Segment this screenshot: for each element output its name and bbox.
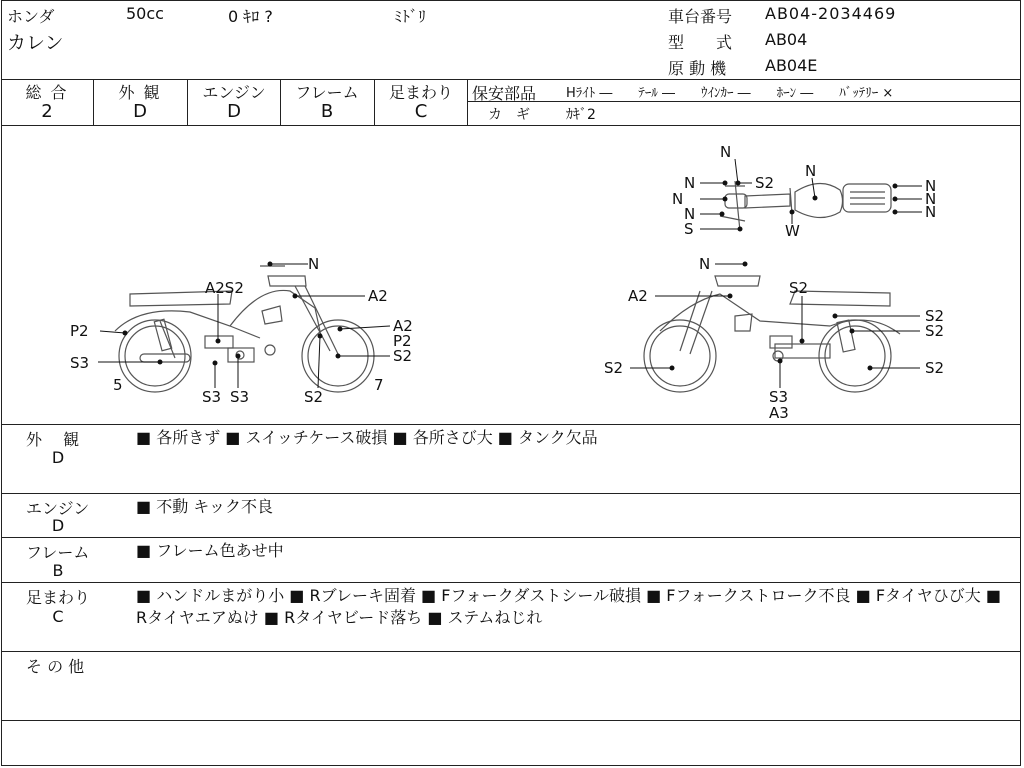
notes-exterior-text: ■ 各所きず ■ スイッチケース破損 ■ 各所さび大 ■ タンク欠品 xyxy=(136,428,598,447)
damage-diagram xyxy=(0,126,1022,424)
maker: ホンダ xyxy=(7,7,55,26)
right-label: A2 xyxy=(628,287,648,305)
displacement: 50cc xyxy=(126,4,164,23)
notes-frame-label: フレーム xyxy=(26,543,90,562)
top-label: N xyxy=(672,190,684,208)
top-label: S2 xyxy=(755,174,775,192)
notes-suspension-grade: C xyxy=(52,607,64,626)
left-label: 7 xyxy=(374,376,384,394)
top-label: N xyxy=(925,177,937,195)
left-label: S3 xyxy=(230,388,250,406)
notes-other-label: そ の 他 xyxy=(26,657,85,676)
top-label: S xyxy=(684,220,694,238)
key-label: カ ギ xyxy=(488,107,530,123)
engine-label: 原 動 機 xyxy=(668,59,727,78)
left-label: S3 xyxy=(70,354,90,372)
safety-label: 保安部品 xyxy=(472,84,537,103)
safety-items: Hﾗｲﾄ ― ﾃｰﾙ ― ｳｲﾝｶｰ ― ﾎｰﾝ ― ﾊﾞｯﾃﾘｰ × xyxy=(566,86,894,101)
left-label: S2 xyxy=(393,347,413,365)
top-label: N xyxy=(684,174,696,192)
top-label: N xyxy=(925,203,937,221)
frame-grade: B xyxy=(320,101,334,122)
left-label: S2 xyxy=(304,388,324,406)
exterior-grade: D xyxy=(133,101,147,122)
right-label: S2 xyxy=(925,359,945,377)
type-label: 型 式 xyxy=(668,33,733,52)
right-label: A3 xyxy=(769,404,789,422)
notes-frame-grade: B xyxy=(52,561,64,580)
engine-model: AB04E xyxy=(765,56,818,75)
notes-suspension-text: ■ ハンドルまがり小 ■ Rブレーキ固着 ■ Fフォークダストシール破損 ■ Fフォークストローク不良 ■ Fタイヤひび大 ■ Rタイヤエアぬけ ■ Rタイヤビード落ち ■ ステムねじれ xyxy=(136,586,1001,627)
suspension-grade-label: 足まわり xyxy=(388,83,453,102)
notes-suspension-label: 足まわり xyxy=(26,588,91,607)
top-label: N xyxy=(684,205,696,223)
engine-grade-label: エンジン xyxy=(202,83,266,102)
left-label: S3 xyxy=(202,388,222,406)
suspension-grade: C xyxy=(414,101,428,122)
top-label: N xyxy=(805,162,817,180)
frame-grade-label: フレーム xyxy=(295,83,359,102)
right-label: S2 xyxy=(925,322,945,340)
notes-frame-text: ■ フレーム色あせ中 xyxy=(136,541,284,560)
key-value: ｶｷﾞ2 xyxy=(566,107,596,123)
left-label: 5 xyxy=(113,376,123,394)
overall-grade: 2 xyxy=(41,101,53,122)
top-label: N xyxy=(720,143,732,161)
left-label: A2 xyxy=(393,317,413,335)
notes-exterior-label: 外 観 xyxy=(26,430,80,449)
notes-engine-grade: D xyxy=(51,516,65,535)
left-label: A2 xyxy=(368,287,388,305)
frame-no: AB04-2034469 xyxy=(765,4,897,23)
type: AB04 xyxy=(765,30,808,49)
engine-grade: D xyxy=(227,101,241,122)
overall-label: 総 合 xyxy=(25,83,69,102)
notes-exterior-grade: D xyxy=(51,448,65,467)
notes-engine-label: エンジン xyxy=(26,499,90,518)
left-label: N xyxy=(308,255,320,273)
right-label: S2 xyxy=(925,307,945,325)
model-name: カレン xyxy=(7,32,64,54)
right-label: N xyxy=(699,255,711,273)
left-label: P2 xyxy=(393,332,412,350)
left-label: P2 xyxy=(70,322,89,340)
frame-no-label: 車台番号 xyxy=(668,7,733,26)
left-label: A2S2 xyxy=(205,279,244,297)
exterior-label: 外 観 xyxy=(118,83,162,102)
right-label: S3 xyxy=(769,388,789,406)
color: ﾐﾄﾞﾘ xyxy=(394,7,427,26)
mileage: 0 ｷﾛ ? xyxy=(228,7,273,26)
top-label: W xyxy=(785,222,800,240)
notes-engine-text: ■ 不動 キック不良 xyxy=(136,497,273,516)
right-label: S2 xyxy=(789,279,809,297)
right-label: S2 xyxy=(604,359,624,377)
top-label: N xyxy=(925,190,937,208)
